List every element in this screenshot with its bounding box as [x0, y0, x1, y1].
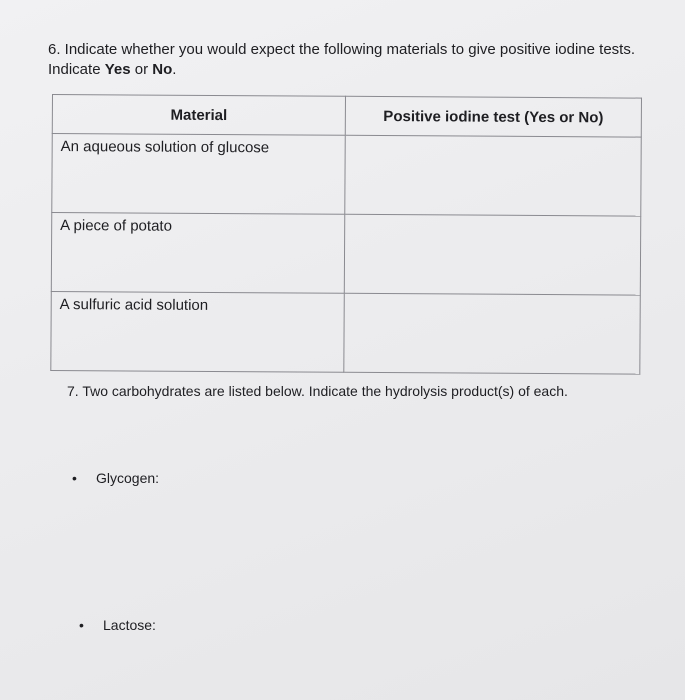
glycogen-label: Glycogen: — [96, 470, 160, 486]
header-material: Material — [52, 95, 345, 136]
period: . — [172, 61, 177, 78]
iodine-test-table — [50, 94, 642, 375]
answer-cell[interactable] — [345, 135, 641, 216]
table-row — [51, 291, 640, 374]
question-6 — [48, 40, 638, 80]
table-row — [51, 213, 640, 296]
list-item-glycogen — [72, 468, 159, 488]
bullet-icon: • — [72, 470, 77, 486]
question-7: 7. Two carbohydrates are listed below. Indicate the hydrolysis product(s) of each. — [67, 383, 568, 399]
question-6-text: 6. Indicate whether you would expect the following materials to give positive iodine tests. Indicate — [48, 41, 635, 78]
or-label: or — [130, 61, 153, 78]
lactose-label: Lactose: — [103, 617, 156, 633]
header-positive-iodine-test: Positive iodine test (Yes or No) — [345, 96, 641, 137]
answer-cell[interactable] — [344, 214, 640, 295]
bullet-icon: • — [79, 617, 84, 633]
no-label: No — [152, 61, 173, 78]
table-header-row — [52, 95, 641, 138]
table-row — [52, 134, 641, 217]
list-item-lactose — [79, 615, 156, 635]
answer-cell[interactable] — [344, 293, 640, 374]
material-cell: A piece of potato — [51, 213, 344, 294]
material-cell: A sulfuric acid solution — [51, 291, 344, 372]
yes-label: Yes — [104, 61, 131, 78]
material-cell: An aqueous solution of glucose — [52, 134, 345, 215]
